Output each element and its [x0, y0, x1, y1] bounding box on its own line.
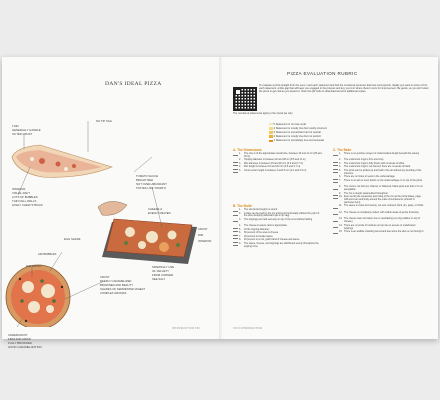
- score-blank[interactable]: [233, 172, 238, 173]
- item-number: 4.: [339, 165, 341, 169]
- score-blank[interactable]: [333, 155, 338, 156]
- intro-paragraph: To evaluate a pizza straight from the oven, read each statement and find the numbered sentence that best corresponds. Ideally you want to score a 5 for each statement, a little gap that will keep you engaged in the process and key you to in where there's room for improvement. Be gentle, as you don't want the pizza to get cold as you assess it. Scan the QR code to download and print additional copies.: [259, 84, 429, 94]
- right-footer: XXIII INTRODUCTION: [233, 327, 263, 330]
- item-text: The pizza can be picked up and held in the air without any bending of the structure: [344, 168, 422, 175]
- section-heading-build: B. The Build: [233, 204, 252, 208]
- scale-swatch: [269, 127, 273, 130]
- scale-swatch: [269, 135, 273, 138]
- item-text: The sauce, cheese, and toppings are distributed evenly throughout the topping zone: [244, 241, 319, 248]
- item-number: 2.: [239, 211, 241, 215]
- item-text: The structural integrity is sound: [244, 208, 278, 211]
- item-number: 6.: [239, 231, 241, 235]
- score-blank[interactable]: [333, 182, 338, 183]
- item-text: There is no ash or oven debris on the undercarriage or on top of the pizza: [344, 178, 423, 182]
- item-text: There are no holes or tears in the undercarriage: [344, 175, 395, 179]
- score-blank[interactable]: [333, 227, 338, 228]
- item-number: 2.: [339, 158, 341, 162]
- item-text: There is an audible crackling sound and feel when the slice is cut through it: [344, 230, 424, 233]
- page-title-right: PIZZA EVALUATION RUBRIC: [287, 71, 358, 76]
- score-blank[interactable]: [333, 189, 338, 190]
- label-crust-notes: CRUST DEEPLY CARAMELIZED BROWNED AND BEAUTY SHADES OF FERMENTED WHEAT COMPLEX AROMAS: [100, 275, 146, 295]
- item-text: There is no gumline (a layer of undercooked dough beneath the sauce): [344, 152, 420, 155]
- item-text: Rim height is between 15 and 20 mm (0.6 and 0.7 in): [244, 165, 301, 169]
- scale-swatch: [269, 131, 273, 134]
- scale-row: 5 Statement is not true at all: [269, 122, 379, 126]
- scale-row: 4 Statement is mostly true but mostly incorrect: [269, 126, 379, 130]
- scale-swatch: [269, 140, 273, 143]
- item-text: A slice can be held by the rim and bend horizontally without the point of the slice drooping downward (as in tip sag): [244, 211, 320, 218]
- label-thin-edge: THIN GENERALLY HANDLE OUTER CRUST: [12, 124, 41, 136]
- item-number: 7.: [239, 234, 241, 238]
- scale-intro: The numbered statements apply to the mixed pie only.: [233, 112, 293, 115]
- item-number: 1.: [239, 152, 241, 155]
- item-number: 5.: [239, 168, 241, 172]
- item-number: 5.: [239, 227, 241, 231]
- item-number: 5.: [339, 168, 341, 172]
- item-number: 1.: [339, 152, 341, 155]
- item-text: 20 percent is tomato sauce: [244, 234, 273, 238]
- label-rim-crust: RIM CRUST: [26, 264, 42, 268]
- item-text: The cheese has not broken due to overbaking (no oily puddles on top of cheese): [344, 217, 421, 224]
- label-crust: CRUST: [198, 227, 208, 231]
- section-heading-dimensions: A. The Dimensions: [233, 148, 262, 152]
- scale-swatch: [269, 123, 273, 126]
- score-blank[interactable]: [333, 214, 338, 215]
- scale-row: 3 Statement is somewhat true but neutral: [269, 130, 379, 134]
- label-drizzle: SPARINGLY USE OF VELVETY FROM CORNER SEE SALT: [152, 265, 175, 281]
- label-no-tip-sag: NO TIP SAG: [96, 119, 112, 123]
- rubric-item: [333, 212, 425, 215]
- rating-scale: [269, 122, 379, 143]
- label-tomato-sauce: TOMATO SAUCE BRIGHT RED NOT OVER-ABUNDANT TASTES LIKE TOMATO: [136, 174, 167, 190]
- score-blank[interactable]: [233, 245, 238, 246]
- item-number: 3.: [339, 161, 341, 165]
- label-egg-shape: EGG SHAPE: [64, 237, 81, 241]
- book-spread: [2, 57, 438, 349]
- score-blank[interactable]: [333, 198, 338, 199]
- item-number: 8.: [339, 185, 341, 189]
- item-text: 60 percent of the area is cheese: [244, 231, 279, 235]
- item-number: 13.: [339, 217, 343, 221]
- item-number: 8.: [239, 238, 241, 242]
- item-number: 3.: [239, 217, 241, 221]
- rubric-item: [233, 219, 323, 222]
- item-text: The sauce is moist and velvety, not over reduced; thick, dry, pasty, or brittle: [344, 204, 424, 208]
- item-number: 2.: [239, 158, 241, 162]
- scale-row: 2 Statement is mostly true but not perfect: [269, 135, 379, 139]
- rubric-item: [233, 243, 323, 249]
- label-rim: RIM: [198, 233, 204, 237]
- item-text: The cheese is completely melted, with visible areas of gentle browning: [344, 210, 419, 214]
- item-number: 6.: [339, 175, 341, 179]
- item-number: 3.: [239, 161, 241, 165]
- item-number: 10.: [339, 195, 343, 199]
- item-number: 9.: [239, 241, 241, 245]
- item-number: 1.: [239, 208, 241, 211]
- item-text: The cheese-to-sauce ratio is appropriate: [244, 224, 287, 228]
- score-blank[interactable]: [333, 233, 338, 234]
- qr-code[interactable]: [233, 87, 257, 111]
- item-text: Crust center height is between 3 and 5 mm (0.1 and 0.2 in): [244, 168, 307, 172]
- score-blank[interactable]: [233, 221, 238, 222]
- score-blank[interactable]: [233, 155, 238, 156]
- left-footer: INTRODUCTION XXII: [172, 327, 201, 330]
- rubric-item: [333, 153, 425, 156]
- label-air-bubbles: AIR BUBBLES: [38, 252, 57, 256]
- item-text: 20 percent is a mix, gold brand of cheese and sauce: [244, 238, 300, 242]
- label-cheese: CHEESE & EVENLY MELTED: [148, 207, 171, 215]
- rubric-item: [333, 180, 425, 183]
- item-number: 12.: [339, 210, 343, 214]
- item-number: 14.: [339, 223, 343, 227]
- item-text: The crust is not burned, charred, or blistered; black spots less than 2 cm in acceptable: [344, 185, 423, 192]
- item-text: The toppings are held securely on top of the crust without sliding: [244, 217, 313, 221]
- rubric-item: [333, 231, 425, 234]
- item-text: The size is of the appropriate overall size, between 10 and 11 cm (25 and 30 in): [244, 152, 322, 158]
- scale-row: 1 Statement is completely true and accurate: [269, 139, 379, 143]
- item-text: Topping diameter is between 22 and 28 cm (8.5 and 11 in): [244, 158, 306, 162]
- book-gutter: [219, 57, 223, 339]
- page-title-left: DAN'S IDEAL PIZZA: [105, 81, 162, 87]
- score-blank[interactable]: [333, 172, 338, 173]
- item-text: Even as big the expansion and rising of the rim as the pizza bakes, page 108 and even and body around the entire circumference (should ⅓ perimeter burn): [344, 195, 421, 204]
- item-text: There are no pools of moisture on top due to excess or undefrosted toppings: [344, 223, 416, 230]
- label-interior: INTERIOR VISUAL RAFT LOTS OF BUBBLES THIN CELL WALLS LIKELY CHEW STRUCK: [12, 187, 43, 207]
- score-blank[interactable]: [333, 208, 338, 209]
- item-text: The rim is deeply caramelized throughout: [344, 191, 388, 195]
- label-interior-2: INTERIOR: [198, 239, 212, 243]
- rubric-item: [333, 205, 425, 208]
- item-number: 4.: [239, 165, 241, 169]
- item-number: 7.: [339, 178, 341, 182]
- item-text: The undercrust rings is fully brown with no areas of white: [344, 161, 405, 165]
- item-number: 4.: [239, 224, 241, 228]
- score-blank[interactable]: [333, 221, 338, 222]
- item-text: The undercrust rings is firm and crisp: [344, 158, 384, 162]
- item-number: 9.: [339, 191, 341, 195]
- score-blank[interactable]: [233, 215, 238, 216]
- item-number: 11.: [339, 204, 343, 208]
- label-undercrust: UNDERCRUST FIRM AND CRISP FULLY BROWNED GOOD CARAMELIZATION: [8, 333, 42, 349]
- rubric-item: [233, 170, 323, 173]
- item-text: Of the topping diameter:: [244, 227, 270, 231]
- item-text: The undercrust rings is not burned; there are no areas of black: [344, 165, 411, 169]
- item-text: Rim diameter is between 15 and 20 mm (0.6 and 0.7 in): [244, 161, 303, 165]
- section-heading-bake: C. The Bake: [333, 148, 352, 152]
- item-number: 15.: [339, 230, 343, 233]
